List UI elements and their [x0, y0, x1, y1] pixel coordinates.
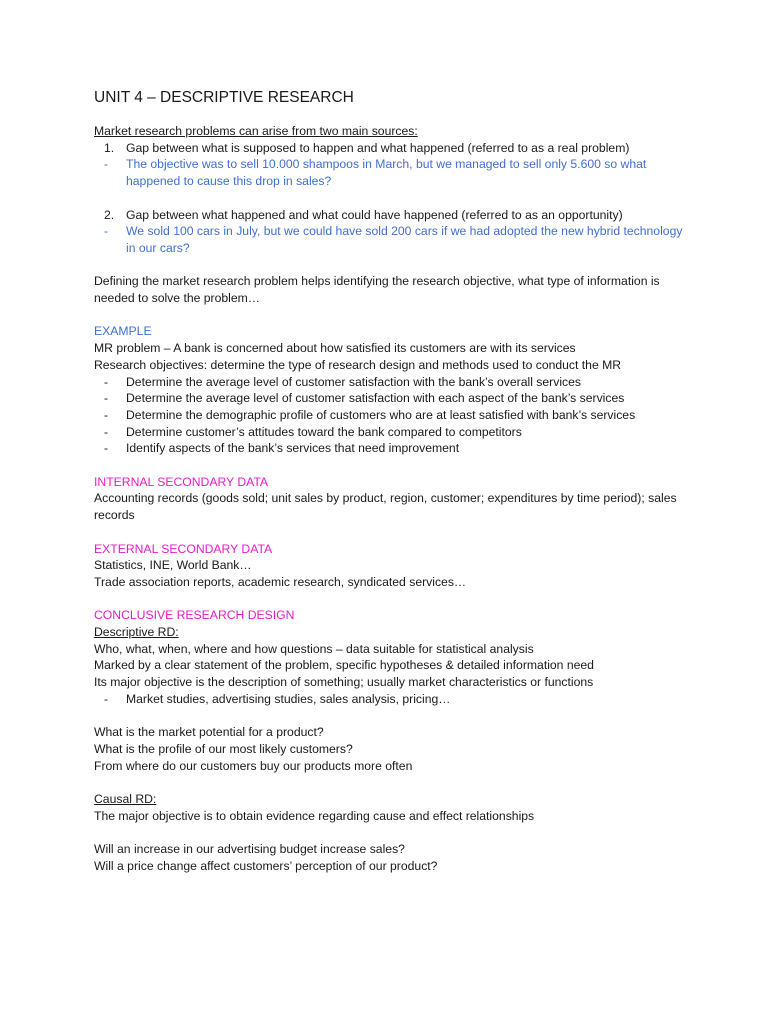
example-item [94, 223, 694, 256]
research-objectives-text: determine the type of research design and methods used to conduct the MR [207, 357, 622, 372]
list-item: - Market studies, advertising studies, sales analysis, pricing… [94, 691, 694, 708]
dash-marker: - [104, 224, 109, 239]
bullet-text: Determine customer’s attitudes toward the bank compared to competitors [126, 424, 522, 439]
mr-problem-label: MR problem [94, 341, 161, 356]
descriptive-line: Marked by a clear statement of the problem, specific hypotheses & detailed information need [94, 658, 594, 673]
question-line: From where do our customers buy our products more often [94, 758, 413, 773]
mr-problem-line [94, 340, 694, 357]
internal-text: Accounting records (goods sold; unit sales by product, region, customer; expenditures by time period); sales records [94, 491, 677, 523]
list-item-text: Gap between what is supposed to happen and what happened (referred to as a real problem) [126, 140, 630, 155]
list-item-text: Gap between what happened and what could have happened (referred to as an opportunity) [126, 207, 623, 222]
page-title: UNIT 4 – DESCRIPTIVE RESEARCH [94, 89, 354, 106]
causal-line: The major objective is to obtain evidence regarding cause and effect relationships [94, 808, 535, 823]
list-number: 2. [104, 207, 115, 222]
question-line: Will an increase in our advertising budget increase sales? [94, 842, 405, 857]
list-item [94, 140, 694, 157]
list-item [94, 207, 694, 224]
bullet-text: Determine the demographic profile of customers who are at least satisfied with bank’s services [126, 407, 636, 422]
sources-heading: Market research problems can arise from two main sources: [94, 124, 418, 138]
bullet-text: Identify aspects of the bank’s services that need improvement [126, 441, 460, 456]
example-text: The objective was to sell 10.000 shampoos in March, but we managed to sell only 5.600 so what happened to cause this drop in sales? [126, 157, 647, 189]
external-line: Statistics, INE, World Bank… [94, 558, 252, 573]
causal-label: Causal RD: [94, 792, 157, 806]
external-line: Trade association reports, academic research, syndicated services… [94, 574, 467, 589]
bullet-text: Determine the average level of customer satisfaction with the bank’s overall services [126, 374, 581, 389]
internal-heading: INTERNAL SECONDARY DATA [94, 474, 269, 489]
defining-paragraph: Defining the market research problem helps identifying the research objective, what type of information is needed to solve the problem… [94, 274, 660, 305]
list-item: - Determine the demographic profile of customers who are at least satisfied with bank’s services [94, 407, 694, 424]
descriptive-line: Who, what, when, where and how questions – data suitable for statistical analysis [94, 641, 534, 656]
list-item: - Determine the average level of customer satisfaction with the bank’s overall services [94, 374, 694, 391]
descriptive-label: Descriptive RD: [94, 625, 179, 639]
list-number: 1. [104, 140, 115, 155]
question-line: Will a price change affect customers’ perception of our product? [94, 858, 438, 873]
external-heading: EXTERNAL SECONDARY DATA [94, 541, 273, 556]
bullet-text: Determine the average level of customer satisfaction with each aspect of the bank’s services [126, 391, 625, 406]
list-item: - Determine the average level of customer satisfaction with each aspect of the bank’s services [94, 390, 694, 407]
example-text: We sold 100 cars in July, but we could have sold 200 cars if we had adopted the new hybrid technology in our cars? [126, 224, 683, 255]
example-item [94, 156, 694, 189]
conclusive-heading: CONCLUSIVE RESEARCH DESIGN [94, 608, 295, 623]
question-line: What is the market potential for a product? [94, 725, 324, 740]
list-item: - Determine customer’s attitudes toward the bank compared to competitors [94, 424, 694, 441]
document-page [94, 88, 694, 875]
research-objectives-line [94, 357, 694, 374]
research-objectives-label: Research objectives: [94, 357, 208, 372]
bullet-text: Market studies, advertising studies, sales analysis, pricing… [126, 691, 451, 706]
question-line: What is the profile of our most likely customers? [94, 741, 353, 756]
dash-marker: - [104, 157, 109, 172]
descriptive-line: Its major objective is the description of something; usually market characteristics or functions [94, 675, 594, 690]
example-heading: EXAMPLE [94, 324, 152, 339]
mr-problem-text: – A bank is concerned about how satisfied its customers are with its services [160, 341, 576, 356]
list-item: - Identify aspects of the bank’s services that need improvement [94, 440, 694, 457]
